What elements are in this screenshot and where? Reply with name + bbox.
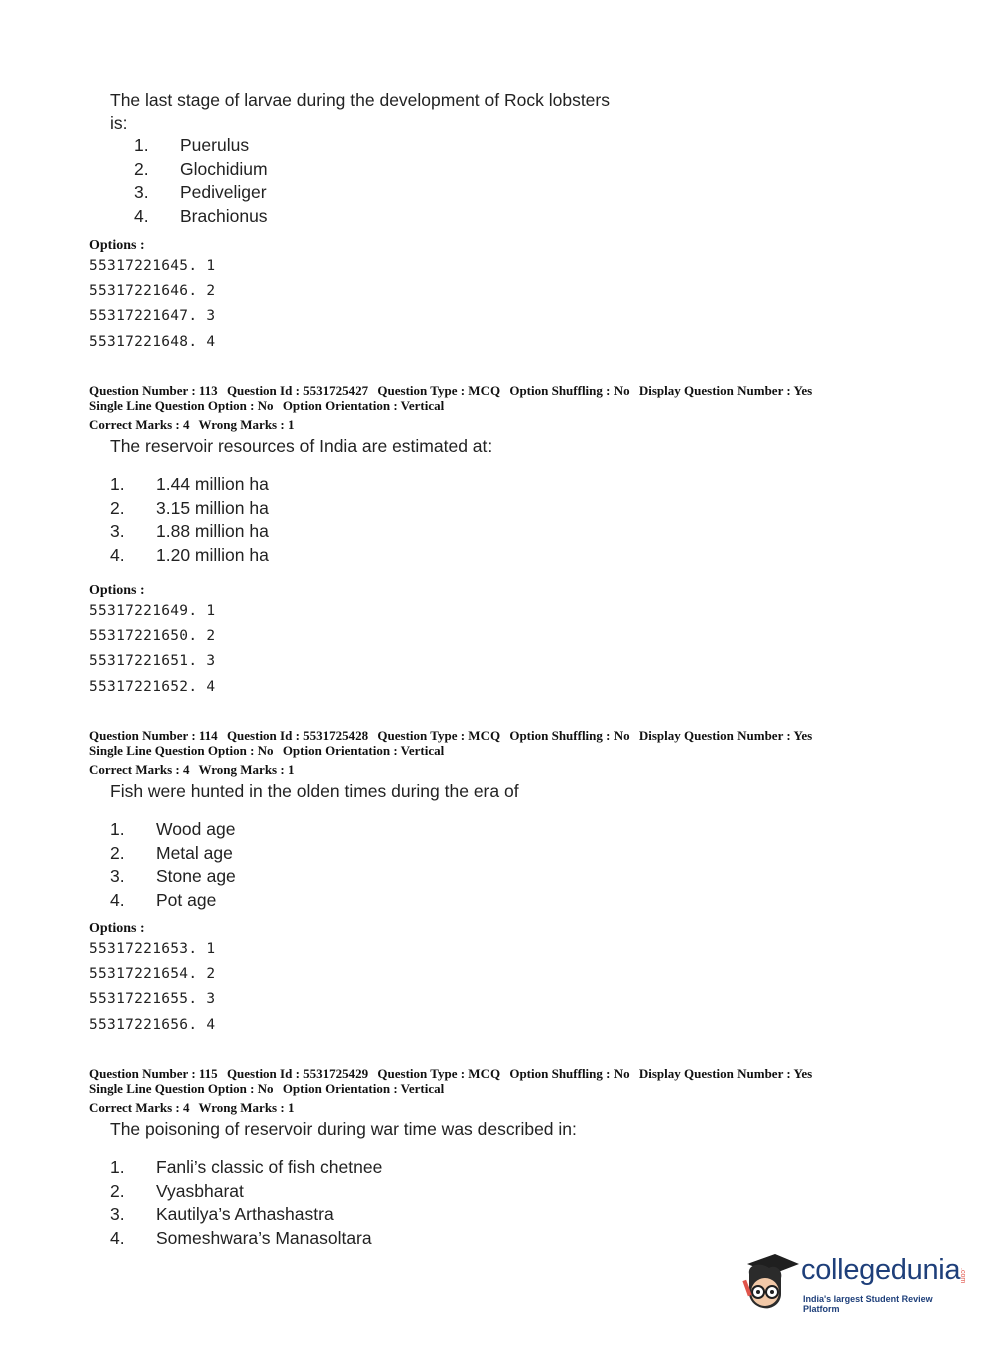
option-shuffling: Option Shuffling : No (509, 728, 630, 743)
stem-line: Fish were hunted in the olden times during the era of (110, 781, 519, 801)
choice-item (110, 1156, 382, 1180)
choice-item (110, 520, 269, 544)
choice-text: Kautilya’s Arthashastra (156, 1204, 334, 1224)
option-id: 55317221647. 3 (89, 308, 216, 325)
question-meta (89, 383, 818, 432)
choice-item (110, 889, 236, 913)
option-id: 55317221646. 2 (89, 283, 216, 300)
choice-number: 4. (110, 889, 125, 910)
option-id: 55317221652. 4 (89, 678, 216, 695)
choice-item (134, 134, 268, 158)
question-meta (89, 1066, 818, 1115)
choice-number: 3. (110, 1204, 125, 1224)
choice-number: 1. (110, 819, 125, 839)
choice-text: Vyasbharat (156, 1180, 244, 1201)
option-id: 55317221653. 1 (89, 941, 216, 957)
options-label: Options : (89, 583, 145, 598)
stem-line: The poisoning of reservoir during war time was described in: (110, 1119, 577, 1139)
choice-item (110, 1203, 382, 1227)
choice-text: 3.15 million ha (156, 497, 269, 518)
option-orientation: Option Orientation : Vertical (282, 743, 445, 758)
choice-number: 1. (110, 474, 125, 494)
question-stem (110, 1118, 650, 1141)
option-id: 55317221649. 1 (89, 603, 216, 619)
choice-number: 4. (134, 205, 149, 226)
brand-tagline: India's largest Student Review Platform (803, 1294, 933, 1314)
choice-list (110, 818, 236, 912)
stem-line: is: (110, 113, 128, 133)
choice-text: 1.88 million ha (156, 521, 269, 541)
choice-item (110, 865, 236, 889)
question-number: Question Number : 113 (89, 383, 218, 398)
question-type: Question Type : MCQ (377, 383, 501, 398)
option-id: 55317221645. 1 (89, 258, 216, 274)
choice-item (110, 544, 269, 568)
stem-line: The reservoir resources of India are estimated at: (110, 436, 493, 456)
choice-list (110, 1156, 382, 1250)
choice-text: 1.44 million ha (156, 474, 269, 494)
option-id: 55317221654. 2 (89, 966, 216, 983)
choice-text: Brachionus (180, 205, 268, 226)
choice-list (134, 134, 268, 228)
question-meta (89, 728, 818, 777)
meta-line (89, 417, 818, 432)
meta-line (89, 383, 818, 398)
single-line-option: Single Line Question Option : No (89, 743, 274, 758)
question-stem (110, 780, 650, 803)
choice-text: Pot age (156, 889, 217, 910)
meta-line (89, 762, 818, 777)
choice-number: 4. (110, 1227, 125, 1248)
choice-text: Metal age (156, 842, 233, 863)
option-id: 55317221655. 3 (89, 991, 216, 1008)
choice-item (110, 818, 236, 842)
question-stem (110, 89, 650, 135)
correct-marks: Correct Marks : 4 (89, 1100, 190, 1115)
choice-text: Wood age (156, 819, 236, 839)
options-label: Options : (89, 238, 145, 253)
option-id: 55317221650. 2 (89, 628, 216, 645)
option-orientation: Option Orientation : Vertical (282, 398, 445, 413)
choice-item (134, 158, 268, 182)
choice-list (110, 473, 269, 567)
choice-item (134, 205, 268, 229)
meta-line (89, 1066, 818, 1081)
choice-text: Stone age (156, 866, 236, 886)
option-shuffling: Option Shuffling : No (509, 383, 630, 398)
choice-number: 1. (110, 1157, 125, 1177)
choice-number: 3. (134, 182, 149, 202)
meta-line (89, 398, 818, 413)
brand-name: collegedunia (801, 1254, 961, 1286)
choice-number: 2. (110, 842, 125, 863)
option-id: 55317221651. 3 (89, 653, 216, 670)
correct-marks: Correct Marks : 4 (89, 417, 190, 432)
choice-text: Someshwara’s Manasoltara (156, 1227, 372, 1248)
question-id: Question Id : 5531725427 (226, 383, 369, 398)
brand-suffix: .com (959, 1268, 966, 1284)
wrong-marks: Wrong Marks : 1 (198, 1100, 295, 1115)
question-type: Question Type : MCQ (377, 728, 501, 743)
meta-line (89, 728, 818, 743)
choice-item (134, 181, 268, 205)
choice-text: Fanli’s classic of fish chetnee (156, 1157, 383, 1177)
question-number: Question Number : 114 (89, 728, 218, 743)
wrong-marks: Wrong Marks : 1 (198, 417, 295, 432)
choice-text: Glochidium (180, 158, 268, 179)
choice-number: 3. (110, 866, 125, 886)
choice-text: Puerulus (180, 135, 250, 155)
collegedunia-logo[interactable] (741, 1250, 971, 1312)
option-id: 55317221648. 4 (89, 333, 216, 350)
choice-number: 1. (134, 135, 149, 155)
option-shuffling: Option Shuffling : No (509, 1066, 630, 1081)
meta-line (89, 1081, 818, 1096)
choice-item (110, 1227, 382, 1251)
single-line-option: Single Line Question Option : No (89, 398, 274, 413)
choice-item (110, 1180, 382, 1204)
question-stem (110, 435, 650, 458)
single-line-option: Single Line Question Option : No (89, 1081, 274, 1096)
choice-item (110, 497, 269, 521)
option-id: 55317221656. 4 (89, 1016, 216, 1033)
choice-text: 1.20 million ha (156, 544, 269, 565)
options-list (89, 254, 215, 355)
choice-item (110, 842, 236, 866)
option-orientation: Option Orientation : Vertical (282, 1081, 445, 1096)
meta-line (89, 743, 818, 758)
choice-item (110, 473, 269, 497)
choice-number: 4. (110, 544, 125, 565)
options-label: Options : (89, 921, 145, 936)
options-list (89, 937, 215, 1038)
choice-number: 2. (134, 158, 149, 179)
choice-number: 3. (110, 521, 125, 541)
choice-number: 2. (110, 1180, 125, 1201)
question-number: Question Number : 115 (89, 1066, 218, 1081)
display-question-number: Display Question Number : Yes (638, 1066, 813, 1081)
question-id: Question Id : 5531725429 (226, 1066, 369, 1081)
question-id: Question Id : 5531725428 (226, 728, 369, 743)
stem-line: The last stage of larvae during the development of Rock lobsters (110, 90, 610, 110)
display-question-number: Display Question Number : Yes (638, 728, 813, 743)
choice-number: 2. (110, 497, 125, 518)
correct-marks: Correct Marks : 4 (89, 762, 190, 777)
display-question-number: Display Question Number : Yes (638, 383, 813, 398)
mascot-icon (741, 1250, 801, 1312)
wrong-marks: Wrong Marks : 1 (198, 762, 295, 777)
meta-line (89, 1100, 818, 1115)
question-type: Question Type : MCQ (377, 1066, 501, 1081)
options-list (89, 599, 215, 700)
choice-text: Pediveliger (180, 182, 267, 202)
